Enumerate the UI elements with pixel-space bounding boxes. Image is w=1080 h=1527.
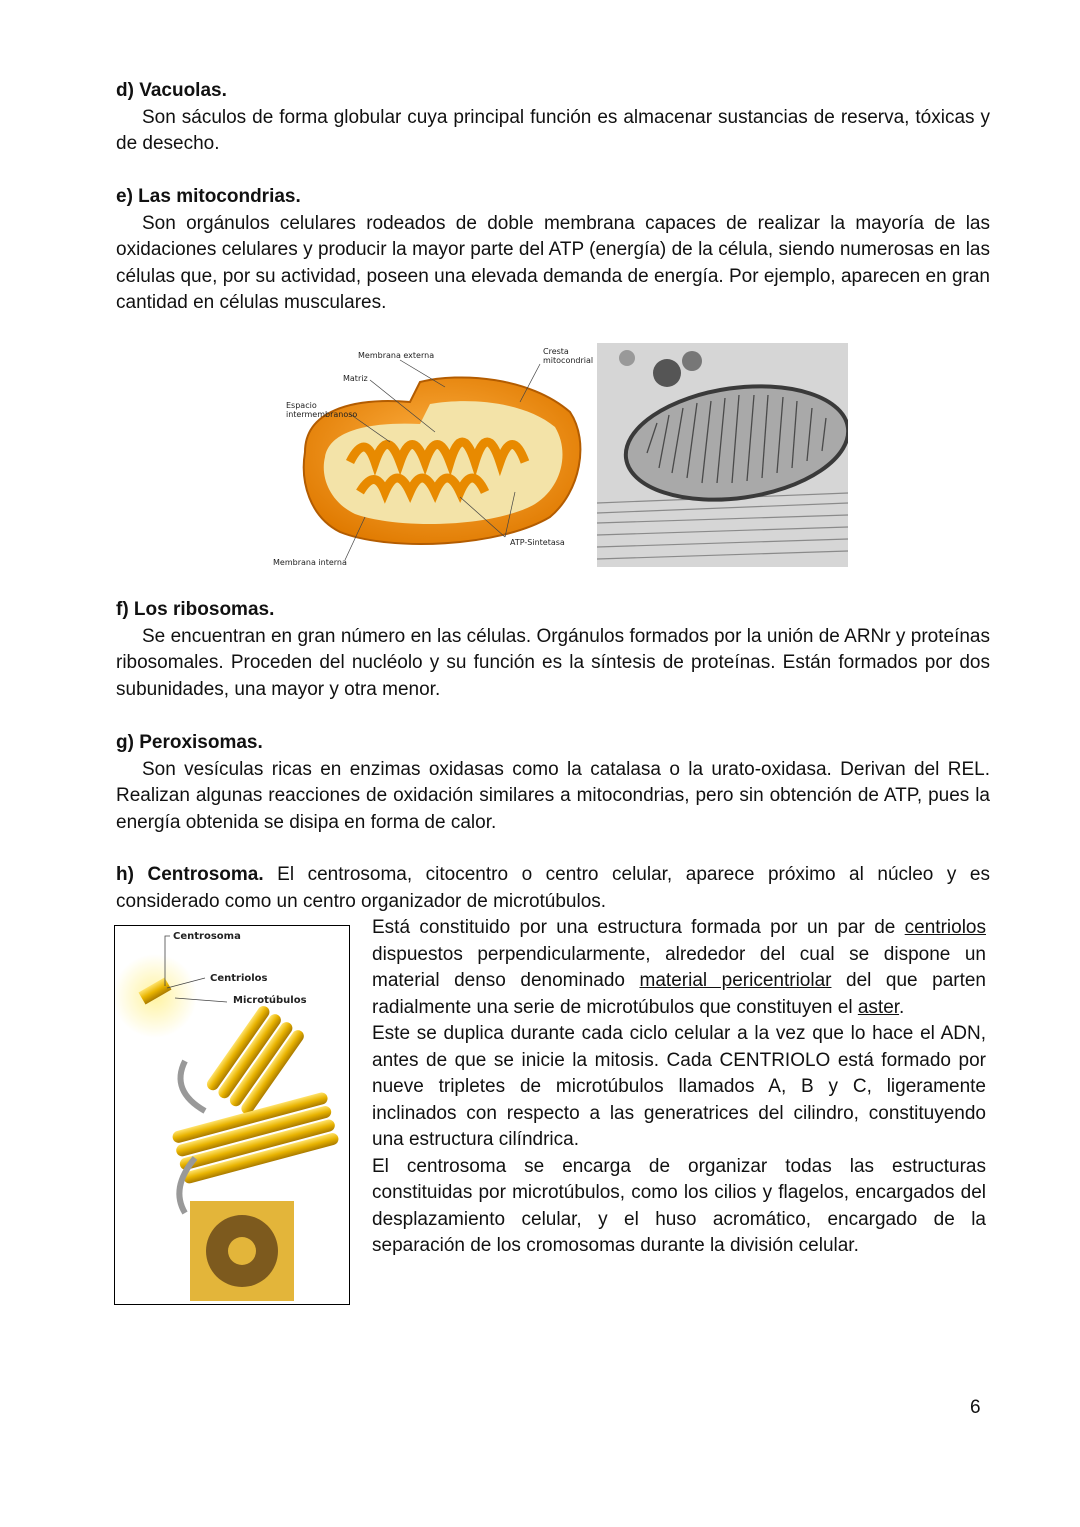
centrosoma-p1-b: dispuestos perpendicularmente, alrededor del cual se dispone un material denso denominado: [372, 943, 986, 991]
heading-centrosoma: h) Centrosoma.: [116, 864, 264, 885]
label-membrana-externa: Membrana externa: [358, 351, 435, 360]
link-centriolos: centriolos: [904, 917, 986, 938]
label-atp-sintetasa: ATP-Sintetasa: [510, 538, 565, 547]
label-centrosoma: Centrosoma: [173, 931, 241, 942]
label-cresta: Cresta: [543, 347, 569, 356]
text-centrosoma-intro: [116, 862, 990, 915]
centrosoma-p1-c: del que parten radialmente una serie de microtúbulos que constituyen el: [372, 970, 986, 1018]
section-centrosoma: [116, 862, 990, 915]
label-matriz: Matriz: [343, 374, 368, 383]
micrograph-image: [597, 343, 848, 567]
page-number: 6: [970, 1397, 981, 1418]
centrosome-figure: [114, 925, 350, 1305]
heading-vacuolas: d) Vacuolas.: [116, 80, 227, 101]
centrosoma-paragraph-3: El centrosoma se encarga de organizar todas las estructuras constituidas por microtúbulos, como los cilios y flagelos, encargados del desplazamiento celular, y el huso acromático, encargado de la separación de los cromosomas durante la división celular.: [372, 1155, 986, 1256]
label-mitocondrial: mitocondrial: [543, 356, 594, 365]
section-peroxisomas: [116, 730, 990, 836]
text-mitocondrias: Son orgánulos celulares rodeados de doble membrana capaces de realizar la mayoría de las oxidaciones celulares y producir la mayor parte del ATP (energía) de la célula, siendo numerosas en las células que, por su actividad, poseen una elevada demanda de energía. Por ejemplo, aparecen en gran cantidad en células musculares.: [116, 212, 990, 313]
section-vacuolas: [116, 78, 990, 158]
centrosoma-paragraph-1: [372, 915, 986, 1021]
centrosoma-p1-d: .: [899, 996, 905, 1018]
label-intermembranoso: intermembranoso: [286, 410, 358, 419]
heading-mitocondrias: e) Las mitocondrias.: [116, 186, 301, 207]
label-centriolos: Centriolos: [210, 973, 268, 984]
mitochondria-diagram: [270, 342, 600, 572]
centrosoma-body: [372, 915, 986, 1260]
section-ribosomas: [116, 597, 990, 703]
label-espacio: Espacio: [286, 401, 317, 410]
centrosoma-p1-a: Está constituido por una estructura formada por un par de: [372, 917, 905, 938]
text-ribosomas: Se encuentran en gran número en las células. Orgánulos formados por la unión de ARNr y proteínas ribosomales. Proceden del nucléolo y su función es la síntesis de proteínas. Están formados por dos subunidades, una mayor y otra menor.: [116, 625, 990, 700]
link-material-pericentriolar: material pericentriolar: [639, 970, 832, 991]
centrosoma-intro: El centrosoma, citocentro o centro celular, aparece próximo al núcleo y es considerado como un centro organizador de microtúbulos.: [116, 864, 990, 912]
mitochondria-micrograph: [597, 343, 848, 567]
heading-peroxisomas: g) Peroxisomas.: [116, 732, 263, 753]
link-aster: aster: [857, 996, 900, 1018]
label-microtubulos: Microtúbulos: [233, 995, 307, 1006]
centrosoma-paragraph-2: Este se duplica durante cada ciclo celular a la vez que lo hace el ADN, antes de que se inicie la mitosis. Cada CENTRIOLO está formado por nueve tripletes de microtúbulos llamados A, B y C, ligeramente inclinados con respecto a las generatrices del cilindro, constituyendo una estructura cilíndrica.: [372, 1023, 986, 1150]
label-membrana-interna: Membrana interna: [273, 558, 347, 567]
text-vacuolas: Son sáculos de forma globular cuya principal función es almacenar sustancias de reserva, tóxicas y de desecho.: [116, 106, 990, 154]
text-peroxisomas: Son vesículas ricas en enzimas oxidasas como la catalasa o la urato-oxidasa. Derivan del REL. Realizan algunas reacciones de oxidación similares a mitocondrias, pero sin obtención de ATP, pues la energía obtenida se disipa en forma de calor.: [116, 758, 990, 833]
heading-ribosomas: f) Los ribosomas.: [116, 599, 275, 620]
section-mitocondrias: [116, 184, 990, 317]
